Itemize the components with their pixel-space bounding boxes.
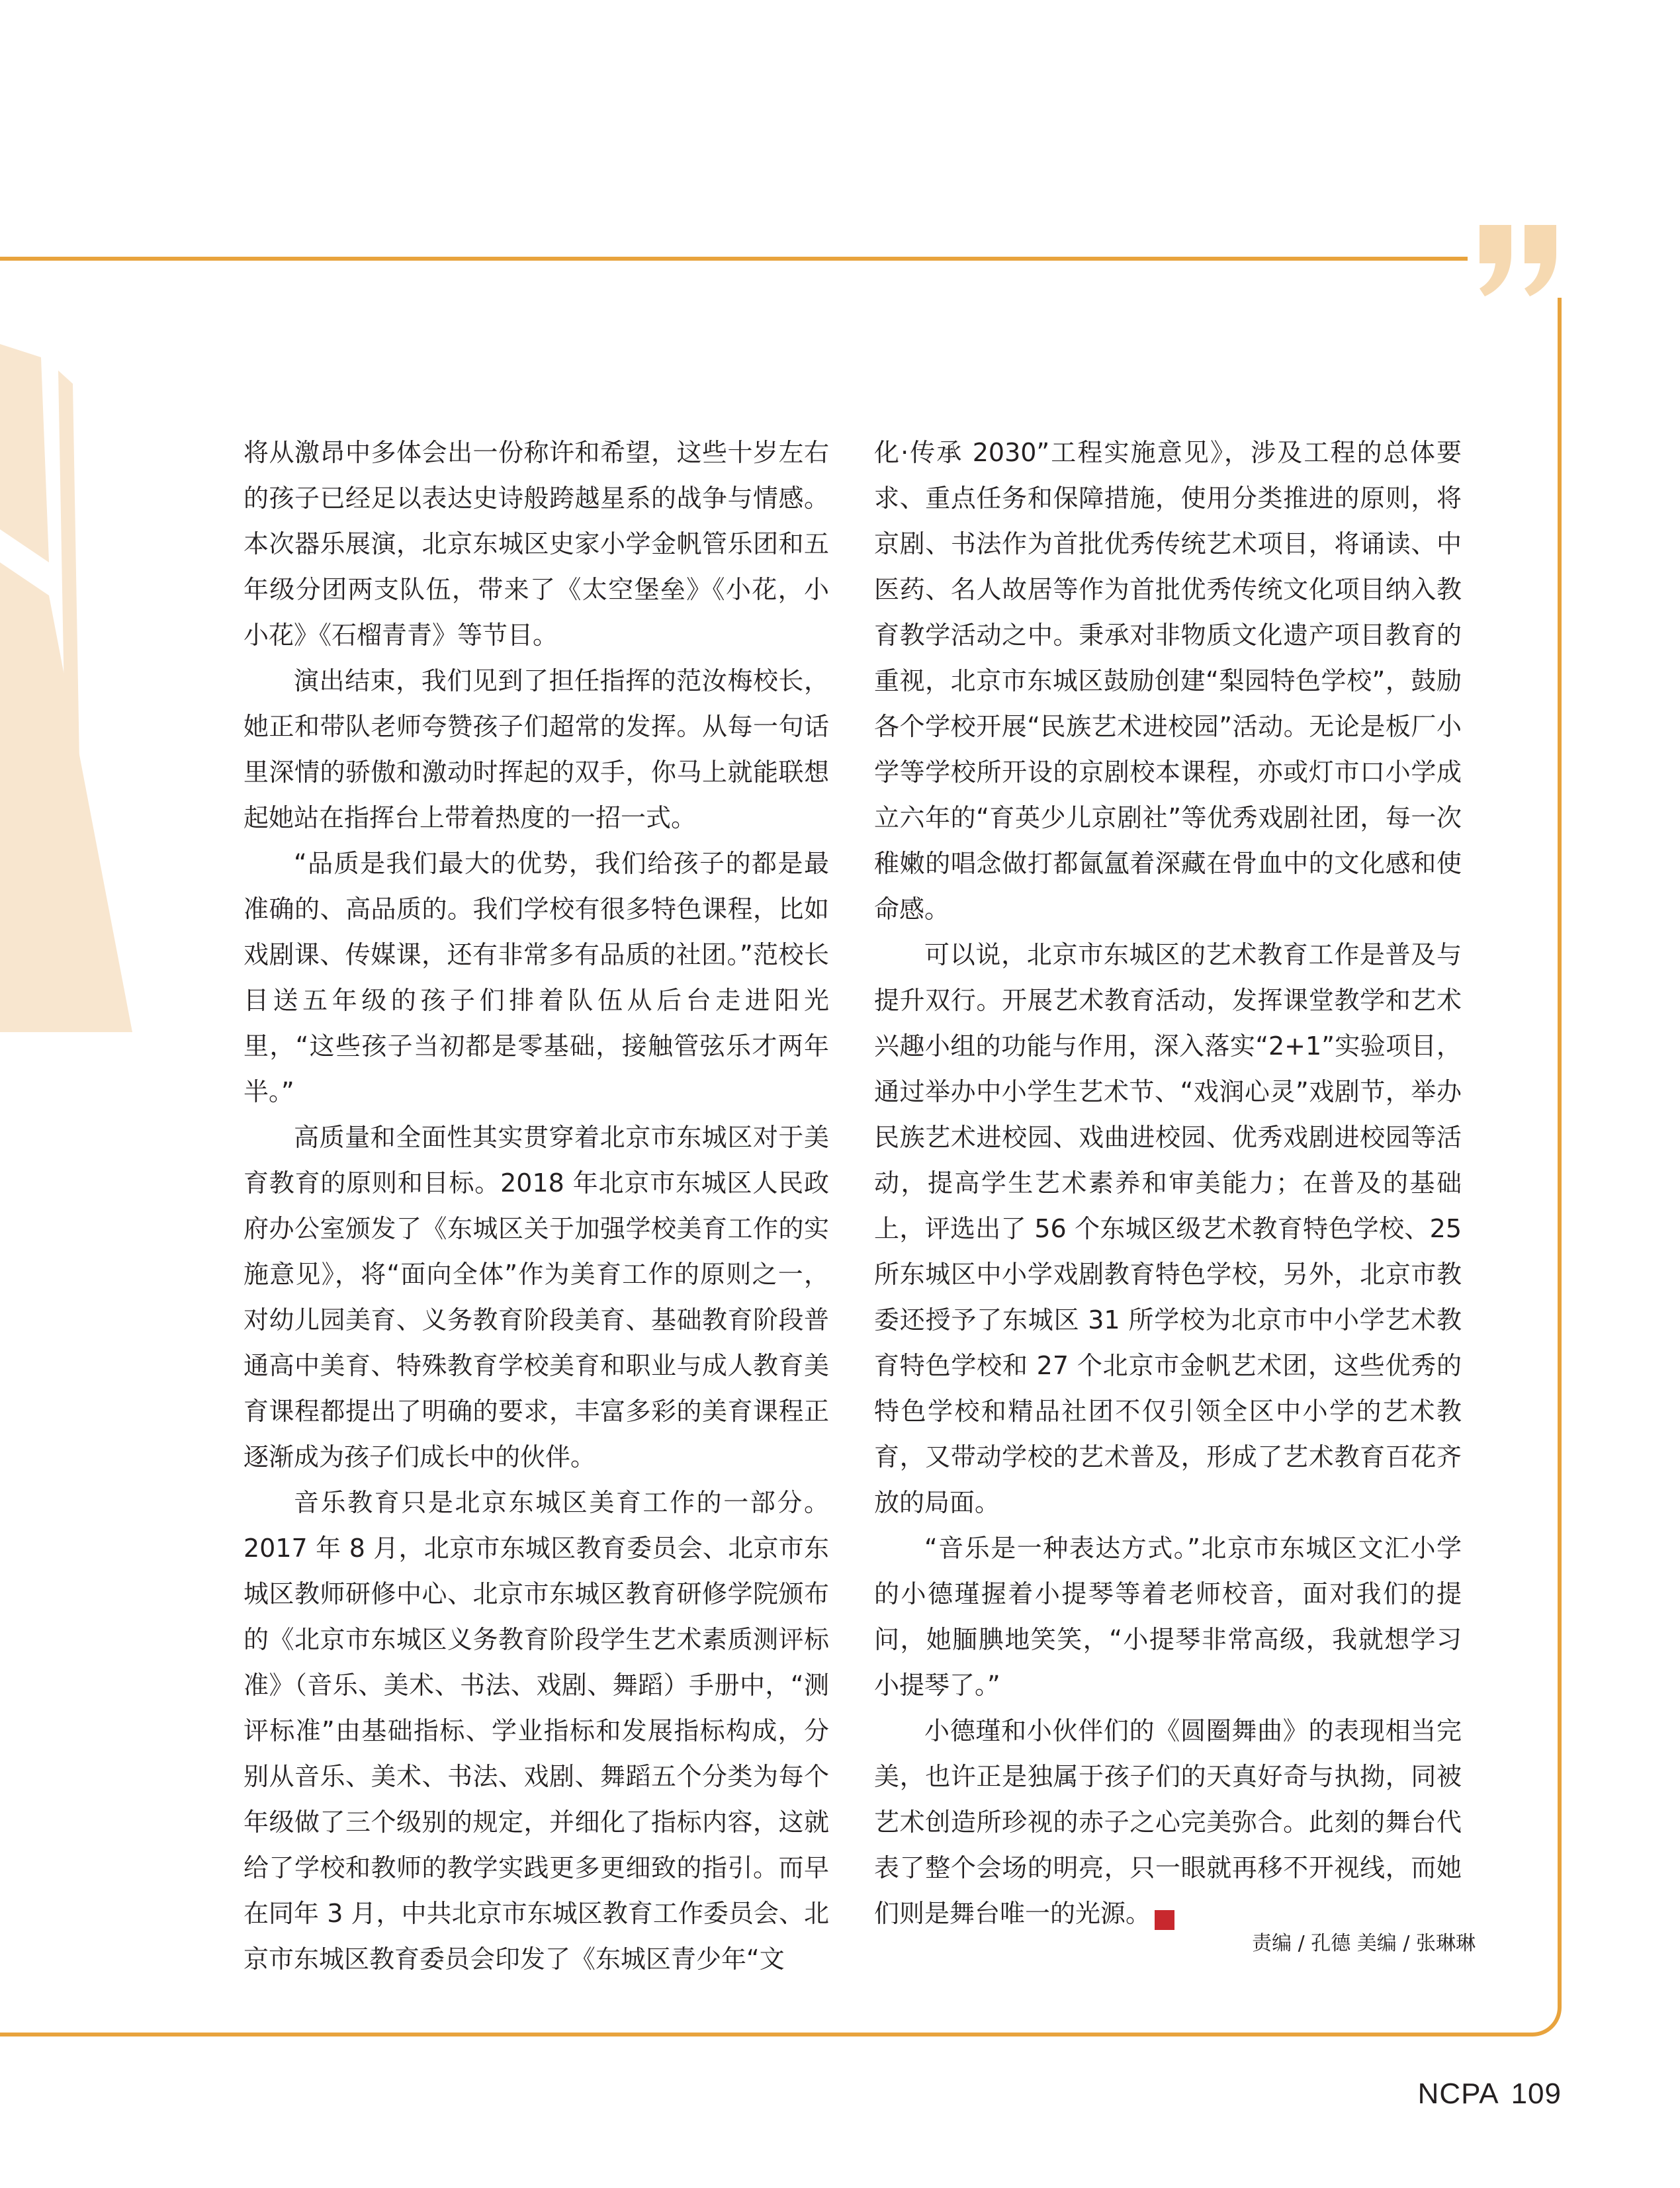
- frame-top-line: [0, 257, 1468, 261]
- paragraph: 化·传承 2030”工程实施意见》，涉及工程的总体要求、重点任务和保障措施，使用分类推进的原则，将京剧、书法作为首批优秀传统艺术项目，将诵读、中医药、名人故居等作为首批优秀传统文化项目纳入教育教学活动之中。秉承对非物质文化遗产项目教育的重视，北京市东城区鼓励创建“梨园特色学校”，鼓励各个学校开展“民族艺术进校园”活动。无论是板厂小学等学校所开设的京剧校本课程，亦或灯市口小学成立六年的“育英少儿京剧社”等优秀戏剧社团，每一次稚嫩的唱念做打都氤氲着深藏在骨血中的文化感和使命感。: [874, 438, 1462, 924]
- paragraph-last: [874, 1708, 1462, 1937]
- editor-credits: 责编 / 孔德 美编 / 张琳琳: [1252, 1932, 1476, 1955]
- paragraph: “音乐是一种表达方式。”北京市东城区文汇小学的小德瑾握着小提琴等着老师校音，面对我们的提问，她腼腆地笑笑，“小提琴非常高级，我就想学习小提琴了。”: [874, 1534, 1462, 1700]
- paragraph-text: 小德瑾和小伙伴们的《圆圈舞曲》的表现相当完美，也许正是独属于孩子们的天真好奇与执拗，同被艺术创造所珍视的赤子之心完美弥合。此刻的舞台代表了整个会场的明亮，只一眼就再移不开视线，而她们则是舞台唯一的光源。: [874, 1716, 1462, 1928]
- paragraph: 演出结束，我们见到了担任指挥的范汝梅校长，她正和带队老师夸赞孩子们超常的发挥。从每一句话里深情的骄傲和激动时挥起的双手，你马上就能联想起她站在指挥台上带着热度的一招一式。: [243, 666, 829, 832]
- paragraph: “品质是我们最大的优势，我们给孩子的都是最准确的、高品质的。我们学校有很多特色课程，比如戏剧课、传媒课，还有非常多有品质的社团。”范校长目送五年级的孩子们排着队伍从后台走进阳光里，“这些孩子当初都是零基础，接触管弦乐才两年半。”: [243, 849, 829, 1106]
- article-left-column: [243, 430, 829, 1982]
- frame-bottom-line: [0, 2033, 1125, 2036]
- article-right-column: [874, 430, 1462, 1937]
- paragraph: 音乐教育只是北京东城区美育工作的一部分。2017 年 8 月，北京市东城区教育委员会、北京市东城区教师研修中心、北京市东城区教育研修学院颁布的《北京市东城区义务教育阶段学生艺术素质测评标准》（音乐、美术、书法、戏剧、舞蹈）手册中，“测评标准”由基础指标、学业指标和发展指标构成，分别从音乐、美术、书法、戏剧、舞蹈五个分类为每个年级做了三个级别的规定，并细化了指标内容，这就给了学校和教师的教学实践更多更细致的指引。而早在同年 3 月，中共北京市东城区教育工作委员会、北京市东城区教育委员会印发了《东城区青少年“文: [243, 1488, 829, 1974]
- paragraph: 高质量和全面性其实贯穿着北京市东城区对于美育教育的原则和目标。2018 年北京市东城区人民政府办公室颁发了《东城区关于加强学校美育工作的实施意见》，将“面向全体”作为美育工作的原则之一，对幼儿园美育、义务教育阶段美育、基础教育阶段普通高中美育、特殊教育学校美育和职业与成人教育美育课程都提出了明确的要求，丰富多彩的美育课程正逐渐成为孩子们成长中的伙伴。: [243, 1123, 829, 1471]
- magazine-name: NCPA: [1417, 2078, 1499, 2110]
- closing-quote-icon: [1474, 218, 1567, 304]
- paragraph: 可以说，北京市东城区的艺术教育工作是普及与提升双行。开展艺术教育活动，发挥课堂教学和艺术兴趣小组的功能与作用，深入落实“2+1”实验项目，通过举办中小学生艺术节、“戏润心灵”戏剧节，举办民族艺术进校园、戏曲进校园、优秀戏剧进校园等活动，提高学生艺术素养和审美能力；在普及的基础上，评选出了 56 个东城区级艺术教育特色学校、25 所东城区中小学戏剧教育特色学校，另外，北京市教委还授予了东城区 31 所学校为北京市中小学艺术教育特色学校和 27 个北京市金帆艺术团，这些优秀的特色学校和精品社团不仅引领全区中小学的艺术教育，又带动学校的艺术普及，形成了艺术教育百花齐放的局面。: [874, 940, 1462, 1517]
- paragraph: 将从激昂中多体会出一份称许和希望，这些十岁左右的孩子已经足以表达史诗般跨越星系的战争与情感。本次器乐展演，北京东城区史家小学金帆管乐团和五年级分团两支队伍，带来了《太空堡垒》《小花，小小花》《石榴青青》等节目。: [243, 438, 829, 650]
- page-number: 109: [1511, 2078, 1562, 2110]
- end-mark-icon: 院: [1155, 1910, 1174, 1930]
- rays-decoration: [0, 344, 146, 1032]
- page-footer: [1350, 2078, 1562, 2111]
